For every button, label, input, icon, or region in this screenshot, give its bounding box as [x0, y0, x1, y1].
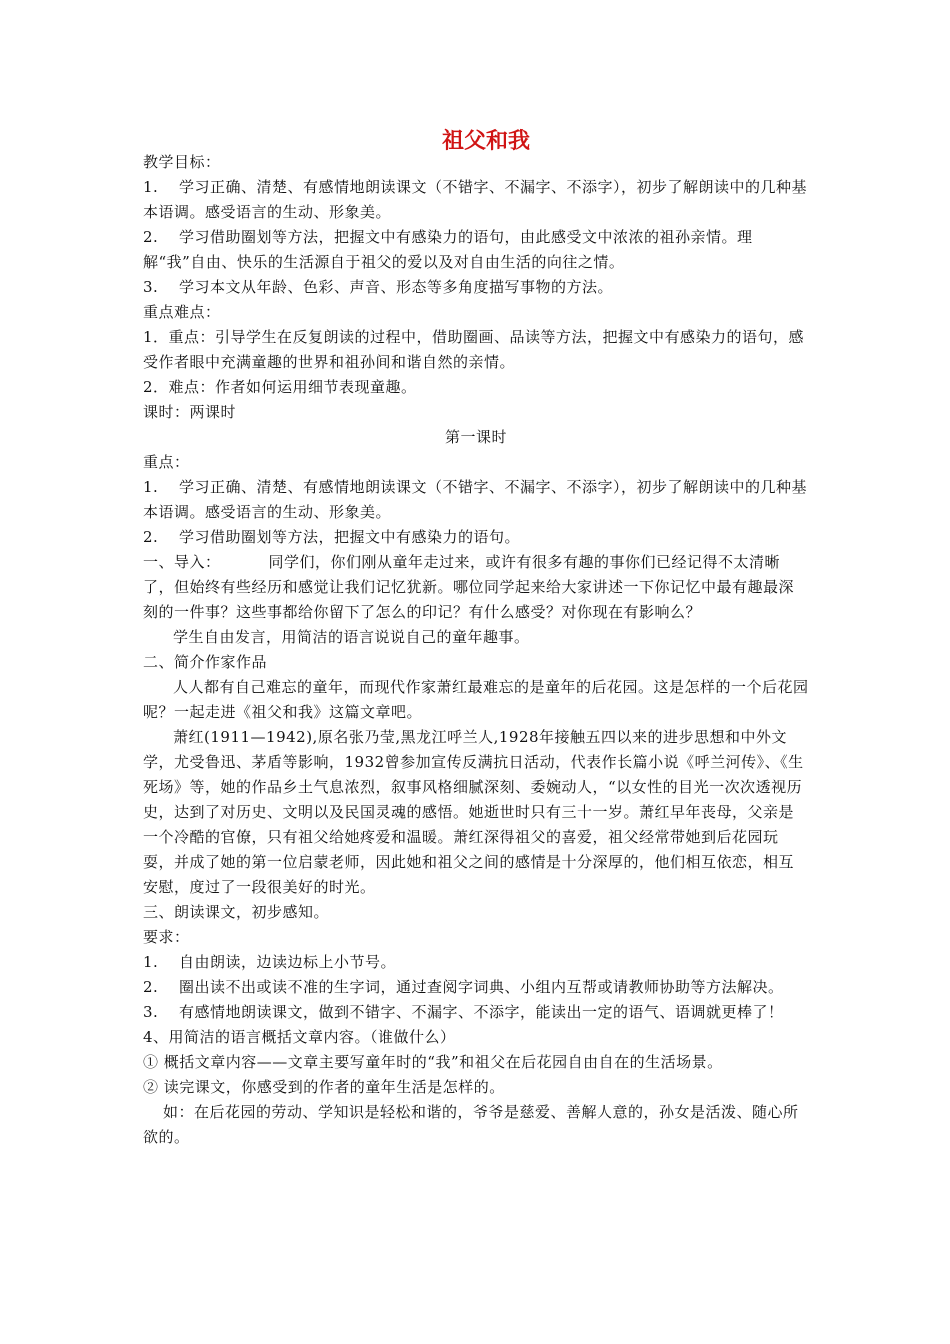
- list-number: 2.: [143, 528, 159, 546]
- goal-text: 学习正确、清楚、有感情地朗读课文（不错字、不漏字、不添字），初步了解朗读中的几种基本语调。感受语言的生动、形象美。: [143, 178, 808, 221]
- heading-author-intro: 二、简介作家作品: [143, 653, 268, 671]
- section-first-lesson: 第一课时: [444, 428, 507, 446]
- requirement-item-3: [143, 1000, 809, 1025]
- list-number: 2.: [143, 228, 159, 246]
- requirement-item-2: [143, 975, 809, 1000]
- summary-point-1: ① 概括文章内容——文章主要写童年时的“我”和祖父在后花园自由自在的生活场景。: [143, 1053, 723, 1071]
- intro-heading: 一、导入：: [143, 553, 221, 571]
- page-title: 祖父和我: [441, 129, 530, 154]
- summary-point-2: ② 读完课文，你感受到的作者的童年生活是怎样的。: [143, 1078, 505, 1096]
- requirement-text: 有感情地朗读课文，做到不错字、不漏字、不添字，能读出一定的语气、语调就更棒了！: [179, 1003, 784, 1021]
- heading-teaching-goals: 教学目标：: [143, 153, 221, 171]
- lesson-count: 课时：两课时: [143, 403, 237, 421]
- author-intro-paragraph: 人人都有自己难忘的童年，而现代作家萧红最难忘的是童年的后花园。这是怎样的一个后花园呢？一起走进《祖父和我》这篇文章吧。: [143, 678, 809, 721]
- goal-item-2: [143, 225, 809, 275]
- summary-task: 4、用简洁的语言概括文章内容。（谁做什么）: [143, 1028, 456, 1046]
- key-point-2: 2．难点：作者如何运用细节表现童趣。: [143, 378, 417, 396]
- requirement-item-1: [143, 950, 809, 975]
- requirement-text: 自由朗读，边读边标上小节号。: [179, 953, 397, 971]
- list-number: 3.: [143, 278, 159, 296]
- author-bio-paragraph: 萧红(1911—1942),原名张乃莹,黑龙江呼兰人,1928年接触五四以来的进步思想和中外文学，尤受鲁迅、茅盾等影响，1932曾参加宣传反满抗日活动，代表作长篇小说《呼兰河传》、《生死场》等，她的作品乡土气息浓烈，叙事风格细腻深刻、委婉动人，“以女性的目光一次次透视历史，达到了对历史、文明以及民国灵魂的感悟。她逝世时只有三十一岁。萧红早年丧母，父亲是一个冷酷的官僚，只有祖父给她疼爱和温暖。萧红深得祖父的喜爱，祖父经常带她到后花园玩耍，并成了她的第一位启蒙老师，因此她和祖父之间的感情是十分深厚的，他们相互依恋，相互安慰，度过了一段很美好的时光。: [143, 728, 804, 896]
- goal-text: 学习本文从年龄、色彩、声音、形态等多角度描写事物的方法。: [179, 278, 614, 296]
- list-number: 1.: [143, 478, 159, 496]
- heading-focus: 重点：: [143, 453, 190, 471]
- document-body: [143, 150, 809, 1150]
- focus-item-1: [143, 475, 809, 525]
- heading-key-points: 重点难点：: [143, 303, 221, 321]
- focus-text: 学习借助圈划等方法，把握文中有感染力的语句。: [179, 528, 521, 546]
- requirement-text: 圈出读不出或读不准的生字词，通过查阅字词典、小组内互帮或请教师协助等方法解决。: [179, 978, 784, 996]
- goal-item-1: [143, 175, 809, 225]
- focus-item-2: [143, 525, 809, 550]
- heading-requirements: 要求：: [143, 928, 190, 946]
- summary-example: 如：在后花园的劳动、学知识是轻松和谐的，爷爷是慈爱、善解人意的，孙女是活泼、随心所欲的。: [143, 1103, 799, 1146]
- focus-text: 学习正确、清楚、有感情地朗读课文（不错字、不漏字、不添字），初步了解朗读中的几种基本语调。感受语言的生动、形象美。: [143, 478, 808, 521]
- key-point-1: 1．重点：引导学生在反复朗读的过程中，借助圈画、品读等方法，把握文中有感染力的语句，感受作者眼中充满童趣的世界和祖孙间和谐自然的亲情。: [143, 328, 805, 371]
- student-activity: 学生自由发言，用简洁的语言说说自己的童年趣事。: [173, 628, 530, 646]
- list-number: 2.: [143, 978, 159, 996]
- goal-text: 学习借助圈划等方法，把握文中有感染力的语句，由此感受文中浓浓的祖孙亲情。理解“我”自由、快乐的生活源自于祖父的爱以及对自由生活的向往之情。: [143, 228, 753, 271]
- heading-reading: 三、朗读课文，初步感知。: [143, 903, 330, 921]
- intro-text: 同学们，你们刚从童年走过来，或许有很多有趣的事你们已经记得不太清晰了，但始终有些经历和感觉让我们记忆犹新。哪位同学起来给大家讲述一下你记忆中最有趣最深刻的一件事？这些事都给你留下了怎么的印记？有什么感受？对你现在有影响么？: [143, 553, 795, 621]
- intro-paragraph: [143, 550, 809, 625]
- list-number: 3.: [143, 1003, 159, 1021]
- list-number: 1.: [143, 178, 159, 196]
- goal-item-3: [143, 275, 809, 300]
- list-number: 1.: [143, 953, 159, 971]
